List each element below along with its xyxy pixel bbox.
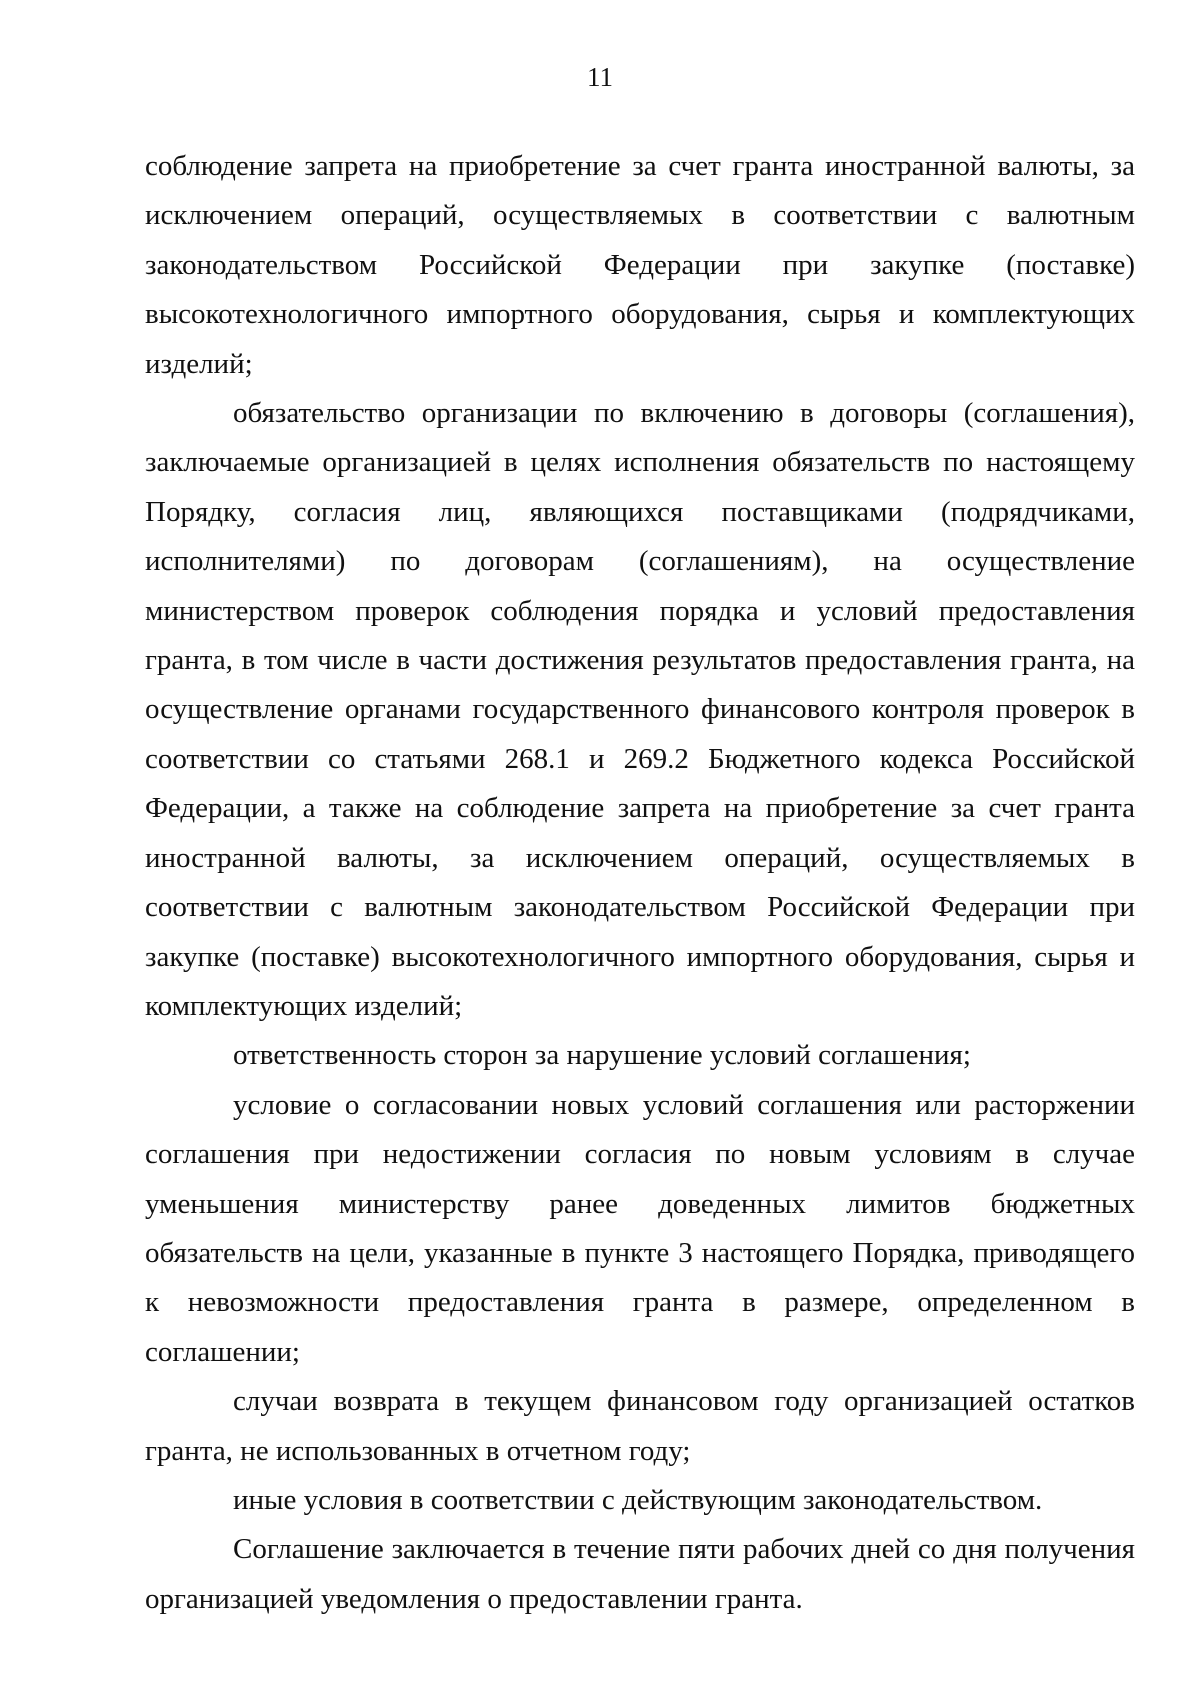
page-number: 11 (587, 62, 613, 92)
paragraph-contract-obligation: обязательство организации по включению в договоры (соглашения), заключаемые организацией в целях исполнения обязательств по настоящему Порядку, согласия лиц, являющихся поставщиками (подрядчиками, исполнителями) по договорам (соглашениям), на осуществление министерством проверок соблюдения порядка и условий предоставления гранта, в том числе в части достижения результатов предоставления гранта, на осуществление органами государственного финансового контроля проверок в соответствии со статьями 268.1 и 269.2 Бюджетного кодекса Российской Федерации, а также на соблюдение запрета на приобретение за счет гранта иностранной валюты, за исключением операций, осуществляемых в соответствии с валютным законодательством Российской Федерации при закупке (поставке) высокотехнологичного импортного оборудования, сырья и комплектующих изделий; (145, 397, 1135, 1022)
document-body (145, 142, 1135, 1624)
paragraph-currency-ban: соблюдение запрета на приобретение за счет гранта иностранной валюты, за исключением операций, осуществляемых в соответствии с валютным законодательством Российской Федерации при закупке (поставке) высокотехнологичного импортного оборудования, сырья и комплектующих изделий; (145, 150, 1135, 380)
paragraph-other-conditions: иные условия в соответствии с действующим законодательством. (233, 1483, 1043, 1516)
paragraph-liability: ответственность сторон за нарушение условий соглашения; (233, 1039, 971, 1072)
paragraph-agreement-term: Соглашение заключается в течение пяти рабочих дней со дня получения организацией уведомления о предоставлении гранта. (145, 1533, 1135, 1615)
paragraph-new-conditions: условие о согласовании новых условий соглашения или расторжении соглашения при недостижении согласия по новым условиям в случае уменьшения министерству ранее доведенных лимитов бюджетных обязательств на цели, указанные в пункте 3 настоящего Порядка, приводящего к невозможности предоставления гранта в размере, определенном в соглашении; (145, 1088, 1135, 1368)
paragraph-refund-cases: случаи возврата в текущем финансовом году организацией остатков гранта, не использованных в отчетном году; (145, 1385, 1135, 1467)
